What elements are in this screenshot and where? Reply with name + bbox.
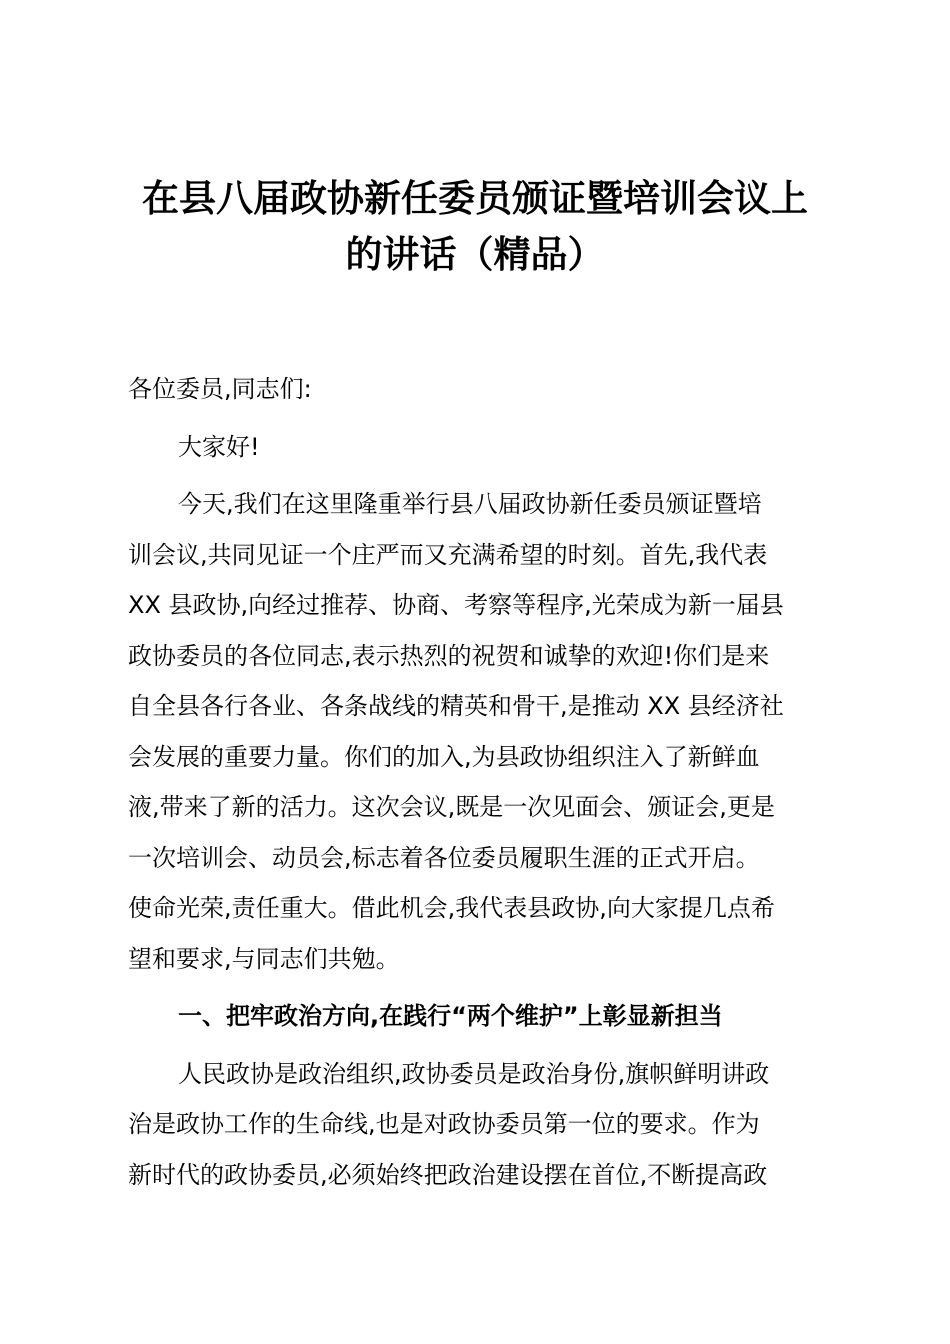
document-body bbox=[128, 364, 828, 1207]
paragraph-opening bbox=[128, 479, 828, 984]
paragraph-line: XX 县政协,向经过推荐、协商、考察等程序,光荣成为新一届县 bbox=[128, 591, 784, 619]
paragraph-line: 今天,我们在这里隆重举行县八届政协新任委员颁证暨培 bbox=[178, 490, 762, 518]
title-line-1: 在县八届政协新任委员颁证暨培训会议上 bbox=[142, 176, 808, 220]
paragraph-line: 治是政协工作的生命线,也是对政协委员第一位的要求。作为 bbox=[128, 1110, 760, 1138]
document-title bbox=[110, 170, 840, 282]
paragraph-line: 一次培训会、动员会,标志着各位委员履职生涯的正式开启。 bbox=[128, 843, 760, 872]
paragraph-line: 使命光荣,责任重大。借此机会,我代表县政协,向大家提几点希 bbox=[128, 894, 775, 922]
section-heading-1: 一、把牢政治方向,在践行“两个维护”上彰显新担当 bbox=[178, 1002, 723, 1030]
paragraph-line: 训会议,共同见证一个庄严而又充满希望的时刻。首先,我代表 bbox=[128, 540, 768, 569]
paragraph-line: 望和要求,与同志们共勉。 bbox=[128, 944, 400, 973]
title-line-2: 的讲话（精品） bbox=[345, 232, 605, 276]
paragraph-line: 自全县各行各业、各条战线的精英和骨干,是推动 XX 县经济社 bbox=[128, 692, 784, 720]
paragraph-line: 新时代的政协委员,必须始终把政治建设摆在首位,不断提高政 bbox=[128, 1160, 768, 1189]
paragraph-line: 会发展的重要力量。你们的加入,为县政协组织注入了新鲜血 bbox=[128, 742, 760, 771]
greeting: 大家好! bbox=[178, 432, 260, 461]
salutation: 各位委员,同志们: bbox=[128, 375, 312, 403]
paragraph-line: 人民政协是政治组织,政协委员是政治身份,旗帜鲜明讲政 bbox=[178, 1059, 770, 1088]
paragraph-line: 政协委员的各位同志,表示热烈的祝贺和诚挚的欢迎!你们是来 bbox=[128, 641, 770, 670]
paragraph-section-1 bbox=[128, 1049, 828, 1201]
paragraph-line: 液,带来了新的活力。这次会议,既是一次见面会、颁证会,更是 bbox=[128, 793, 775, 821]
